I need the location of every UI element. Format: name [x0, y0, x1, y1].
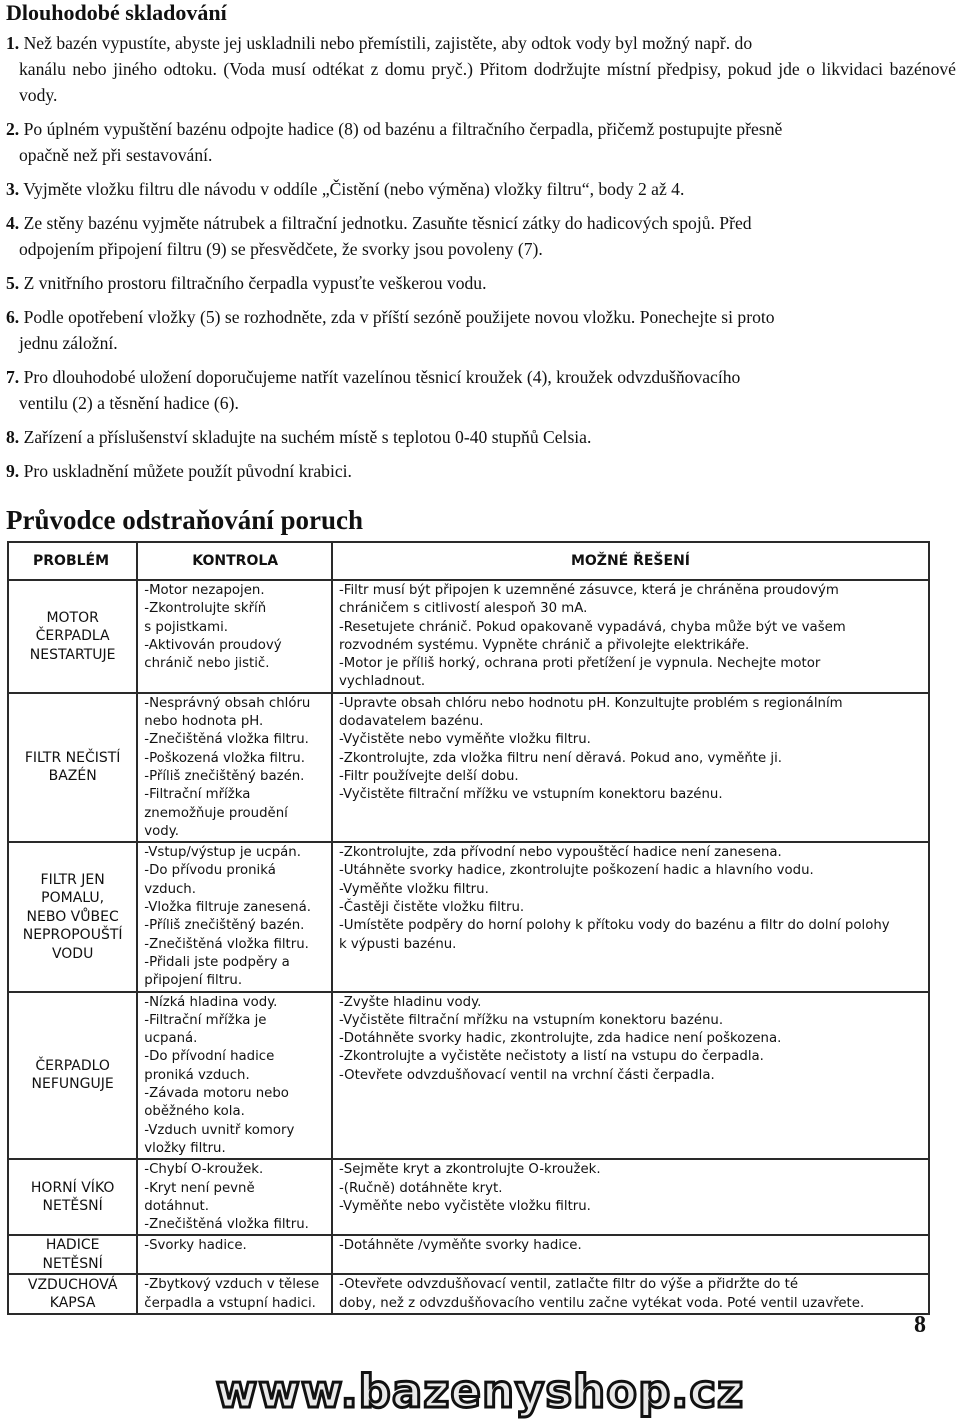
- solution-cell-line: -Motor je příliš horký, ochrana proti přetížení je vypnula. Nechejte motor: [338, 656, 821, 672]
- solution-cell-line: -Dotáhněte /vyměňte svorky hadice.: [338, 1238, 582, 1254]
- problem-cell-line: NESTARTUJE: [29, 646, 116, 663]
- problem-cell: [8, 1274, 137, 1314]
- header-problem: PROBLÉM: [8, 542, 137, 580]
- problem-cell-line: NEFUNGUJE: [31, 1076, 114, 1093]
- check-cell-line: -Znečištěná vložka filtru.: [144, 1217, 309, 1233]
- storage-step: [6, 424, 956, 450]
- solution-cell-line: -Vyčistěte nebo vyměňte vložku filtru.: [338, 732, 591, 748]
- check-cell-line: -Vstup/výstup je ucpán.: [144, 845, 301, 861]
- table-row: [8, 842, 929, 991]
- check-cell-line: -Znečištěná vložka filtru.: [144, 936, 309, 952]
- solution-cell-line: -Zkontrolujte a vyčistěte nečistoty a listí na vstupu do čerpadla.: [338, 1049, 764, 1065]
- table-row: [8, 992, 929, 1160]
- problem-cell-line: POMALU,: [41, 890, 105, 907]
- solution-cell-line: -Otevřete odvzdušňovací ventil na vrchní části čerpadla.: [338, 1067, 715, 1083]
- header-solution: MOŽNÉ ŘEŠENÍ: [332, 542, 929, 580]
- check-cell-line: -Příliš znečištěný bazén.: [144, 768, 305, 784]
- solution-cell-line: -Vyměňte vložku filtru.: [338, 881, 489, 897]
- problem-cell: [8, 1235, 137, 1274]
- solution-cell-line: -Upravte obsah chlóru nebo hodnotu pH. Konzultujte problém s regionálním: [338, 695, 843, 711]
- check-cell-line: vzduch.: [144, 881, 196, 897]
- solution-cell-line: -Filtr používejte delší dobu.: [338, 768, 519, 784]
- check-cell-line: oběžného kola.: [144, 1104, 245, 1120]
- step-text: Pro dlouhodobé uložení doporučujeme natřít vazelínou těsnicí kroužek (4), kroužek odvzdušňovacího: [19, 367, 741, 387]
- step-number: 8.: [6, 427, 20, 447]
- solution-cell-line: -Vyčistěte filtrační mřížku ve vstupním konektoru bazénu.: [338, 787, 723, 803]
- troubleshoot-title: Průvodce odstraňování poruch: [6, 505, 364, 535]
- problem-cell: [8, 693, 137, 842]
- check-cell-line: připojení filtru.: [144, 973, 243, 989]
- storage-step: [6, 458, 956, 484]
- solution-cell: [332, 1159, 929, 1235]
- step-number: 9.: [6, 461, 20, 481]
- problem-cell: [8, 1159, 137, 1235]
- step-text-continued: jednu záložní.: [19, 333, 118, 353]
- problem-cell-line: VODU: [51, 945, 94, 962]
- problem-cell-line: NETĚSNÍ: [42, 1198, 103, 1215]
- step-text: Zařízení a příslušenství skladujte na suchém místě s teplotou 0-40 stupňů Celsia.: [19, 427, 592, 447]
- table-row: [8, 580, 929, 693]
- check-cell-line: čerpadla a vstupní hadici.: [144, 1295, 316, 1311]
- page-number: 8: [914, 1312, 926, 1338]
- solution-cell-line: dodavatelem bazénu.: [338, 714, 484, 730]
- solution-cell: [332, 1235, 929, 1274]
- solution-cell-line: chráničem s citlivostí alespoň 30 mA.: [338, 601, 588, 617]
- solution-cell-line: -Resetujete chránič. Pokud opakovaně vypadává, chyba může být ve vašem: [338, 619, 846, 635]
- check-cell-line: -Vzduch uvnitř komory: [144, 1122, 295, 1138]
- problem-cell-line: BAZÉN: [48, 768, 97, 785]
- solution-cell: [332, 842, 929, 991]
- check-cell-line: chránič nebo jistič.: [144, 656, 270, 672]
- solution-cell-line: -Sejměte kryt a zkontrolujte O-kroužek.: [338, 1162, 601, 1178]
- check-cell-line: -Do přívodu proniká: [144, 863, 276, 879]
- problem-cell-line: KAPSA: [49, 1295, 96, 1312]
- solution-cell-line: -Zkontrolujte, zda vložka filtru není děravá. Pokud ano, vyměňte ji.: [338, 750, 782, 766]
- problem-cell-line: HORNÍ VÍKO: [30, 1179, 115, 1196]
- footer-url[interactable]: www.bazenyshop.cz: [215, 1365, 745, 1418]
- storage-step: [6, 210, 956, 262]
- check-cell-line: -Do přívodní hadice: [144, 1049, 275, 1065]
- problem-cell-line: ČERPADLA: [35, 628, 110, 645]
- check-cell-line: -Nízká hladina vody.: [144, 994, 278, 1010]
- storage-step: [6, 116, 956, 168]
- storage-step: [6, 304, 956, 356]
- problem-cell-line: NEBO VŮBEC: [26, 908, 119, 925]
- step-text: Z vnitřního prostoru filtračního čerpadla vypusťte veškerou vodu.: [19, 273, 487, 293]
- check-cell-line: -Filtrační mřížka je: [144, 1012, 267, 1028]
- check-cell-line: -Nesprávný obsah chlóru: [144, 695, 311, 711]
- problem-cell-line: VZDUCHOVÁ: [27, 1276, 118, 1293]
- problem-cell-line: MOTOR: [46, 609, 99, 626]
- problem-cell-line: NEPROPOUŠTÍ: [22, 927, 123, 944]
- table-header-row: [8, 542, 929, 580]
- check-cell-line: proniká vzduch.: [144, 1067, 250, 1083]
- check-cell-line: -Aktivován proudový: [144, 637, 282, 653]
- check-cell-line: -Závada motoru nebo: [144, 1086, 289, 1102]
- troubleshoot-table: [7, 541, 930, 1315]
- solution-cell-line: -Vyměňte nebo vyčistěte vložku filtru.: [338, 1198, 591, 1214]
- check-cell-line: znemožňuje proudění: [144, 805, 288, 821]
- step-number: 4.: [6, 213, 20, 233]
- step-text: Pro uskladnění můžete použít původní krabici.: [19, 461, 352, 481]
- check-cell-line: s pojistkami.: [144, 619, 229, 635]
- check-cell-line: -Chybí O-kroužek.: [144, 1162, 264, 1178]
- check-cell-line: vody.: [144, 823, 179, 839]
- solution-cell-line: rozvodném systému. Vypněte chránič a přivolejte elektrikáře.: [338, 637, 750, 653]
- problem-cell-line: NETĚSNÍ: [42, 1255, 103, 1272]
- solution-cell-line: vychladnout.: [338, 674, 426, 690]
- storage-step: [6, 270, 956, 296]
- step-text: Po úplném vypuštění bazénu odpojte hadice (8) od bazénu a filtračního čerpadla, přičemž postupujte přesně: [19, 119, 783, 139]
- solution-cell: [332, 693, 929, 842]
- check-cell: [137, 1159, 332, 1235]
- step-number: 2.: [6, 119, 20, 139]
- step-text: Vyjměte vložku filtru dle návodu v oddíle „Čistění (nebo výměna) vložky filtru“, body 2 až 4.: [19, 179, 685, 199]
- solution-cell-line: -Zkontrolujte, zda přívodní nebo vypouštěcí hadice není zanesena.: [338, 845, 782, 861]
- problem-cell: [8, 992, 137, 1160]
- problem-cell-line: FILTR JEN: [40, 871, 105, 888]
- step-number: 6.: [6, 307, 20, 327]
- check-cell-line: -Znečištěná vložka filtru.: [144, 732, 309, 748]
- storage-step: [6, 364, 956, 416]
- step-text-continued: kanálu nebo jiného odtoku. (Voda musí odtékat z domu pryč.) Přitom dodržujte místní předpisy, pokud jde o likvidaci bazénové vody.: [19, 59, 956, 105]
- step-text: Ze stěny bazénu vyjměte nátrubek a filtrační jednotku. Zasuňte těsnicí zátky do hadicových spojů. Před: [19, 213, 752, 233]
- problem-cell: [8, 842, 137, 991]
- step-number: 5.: [6, 273, 20, 293]
- check-cell-line: -Filtrační mřížka: [144, 787, 251, 803]
- problem-cell-line: HADICE: [45, 1237, 100, 1254]
- check-cell-line: vložky filtru.: [144, 1140, 226, 1156]
- table-row: [8, 693, 929, 842]
- check-cell-line: dotáhnut.: [144, 1198, 209, 1214]
- check-cell-line: -Motor nezapojen.: [144, 583, 265, 598]
- check-cell-line: -Zkontrolujte skříň: [144, 601, 267, 617]
- check-cell: [137, 842, 332, 991]
- step-text: Podle opotřebení vložky (5) se rozhodněte, zda v příští sezóně použijete novou vložku. Ponechejte si proto: [19, 307, 775, 327]
- solution-cell-line: -Dotáhněte svorky hadic, zkontrolujte, zda hadice není poškozena.: [338, 1031, 782, 1047]
- solution-cell-line: k výpusti bazénu.: [338, 936, 457, 952]
- solution-cell-line: doby, než z odvzdušňovacího ventilu začne vytékat voda. Poté ventil uzavřete.: [338, 1295, 865, 1311]
- solution-cell-line: -Filtr musí být připojen k uzemněné zásuvce, která je chráněna proudovým: [338, 583, 839, 598]
- step-text-continued: opačně než při sestavování.: [19, 145, 213, 165]
- check-cell-line: -Kryt není pevně: [144, 1180, 255, 1196]
- check-cell-line: -Zbytkový vzduch v tělese: [144, 1277, 320, 1293]
- check-cell: [137, 1235, 332, 1274]
- solution-cell: [332, 580, 929, 693]
- check-cell-line: -Příliš znečištěný bazén.: [144, 918, 305, 934]
- storage-steps: [6, 30, 956, 492]
- step-text-continued: odpojením připojení filtru (9) se přesvědčete, že svorky jsou povoleny (7).: [19, 239, 543, 259]
- table-row: [8, 1159, 929, 1235]
- solution-cell-line: -Vyčistěte filtrační mřížku na vstupním konektoru bazénu.: [338, 1012, 724, 1028]
- storage-step: [6, 30, 956, 108]
- check-cell-line: -Poškozená vložka filtru.: [144, 750, 305, 766]
- problem-cell-line: FILTR NEČISTÍ: [24, 749, 121, 766]
- solution-cell: [332, 992, 929, 1160]
- check-cell-line: -Přidali jste podpěry a: [144, 954, 290, 970]
- check-cell-line: ucpaná.: [144, 1031, 198, 1047]
- solution-cell-line: -Otevřete odvzdušňovací ventil, zatlačte filtr do výše a přidržte do té: [338, 1277, 799, 1293]
- check-cell: [137, 693, 332, 842]
- check-cell-line: -Svorky hadice.: [144, 1238, 247, 1254]
- solution-cell-line: -Zvyšte hladinu vody.: [338, 994, 482, 1010]
- storage-step: [6, 176, 956, 202]
- solution-cell: [332, 1274, 929, 1314]
- check-cell: [137, 1274, 332, 1314]
- problem-cell: [8, 580, 137, 693]
- step-number: 7.: [6, 367, 20, 387]
- solution-cell-line: -Častěji čistěte vložku filtru.: [338, 900, 525, 916]
- solution-cell-line: -Utáhněte svorky hadice, zkontrolujte poškození hadic a hlavního vodu.: [338, 863, 814, 879]
- problem-cell-line: ČERPADLO: [35, 1057, 110, 1074]
- table-row: [8, 1235, 929, 1274]
- solution-cell-line: -(Ručně) dotáhněte kryt.: [338, 1180, 503, 1196]
- solution-cell-line: -Umístěte podpěry do horní polohy k přítoku vody do bazénu a filtr do dolní polohy: [338, 918, 890, 934]
- check-cell: [137, 580, 332, 693]
- storage-title: Dlouhodobé skladování: [6, 0, 227, 25]
- step-text: Než bazén vypustíte, abyste jej uskladnili nebo přemístili, zajistěte, aby odtok vody byl možný např. do: [19, 33, 753, 53]
- header-check: KONTROLA: [137, 542, 332, 580]
- step-number: 3.: [6, 179, 20, 199]
- step-number: 1.: [6, 33, 20, 53]
- table-row: [8, 1274, 929, 1314]
- check-cell-line: -Vložka filtruje zanesená.: [144, 900, 311, 916]
- check-cell-line: nebo hodnota pH.: [144, 714, 264, 730]
- check-cell: [137, 992, 332, 1160]
- step-text-continued: ventilu (2) a těsnění hadice (6).: [19, 393, 239, 413]
